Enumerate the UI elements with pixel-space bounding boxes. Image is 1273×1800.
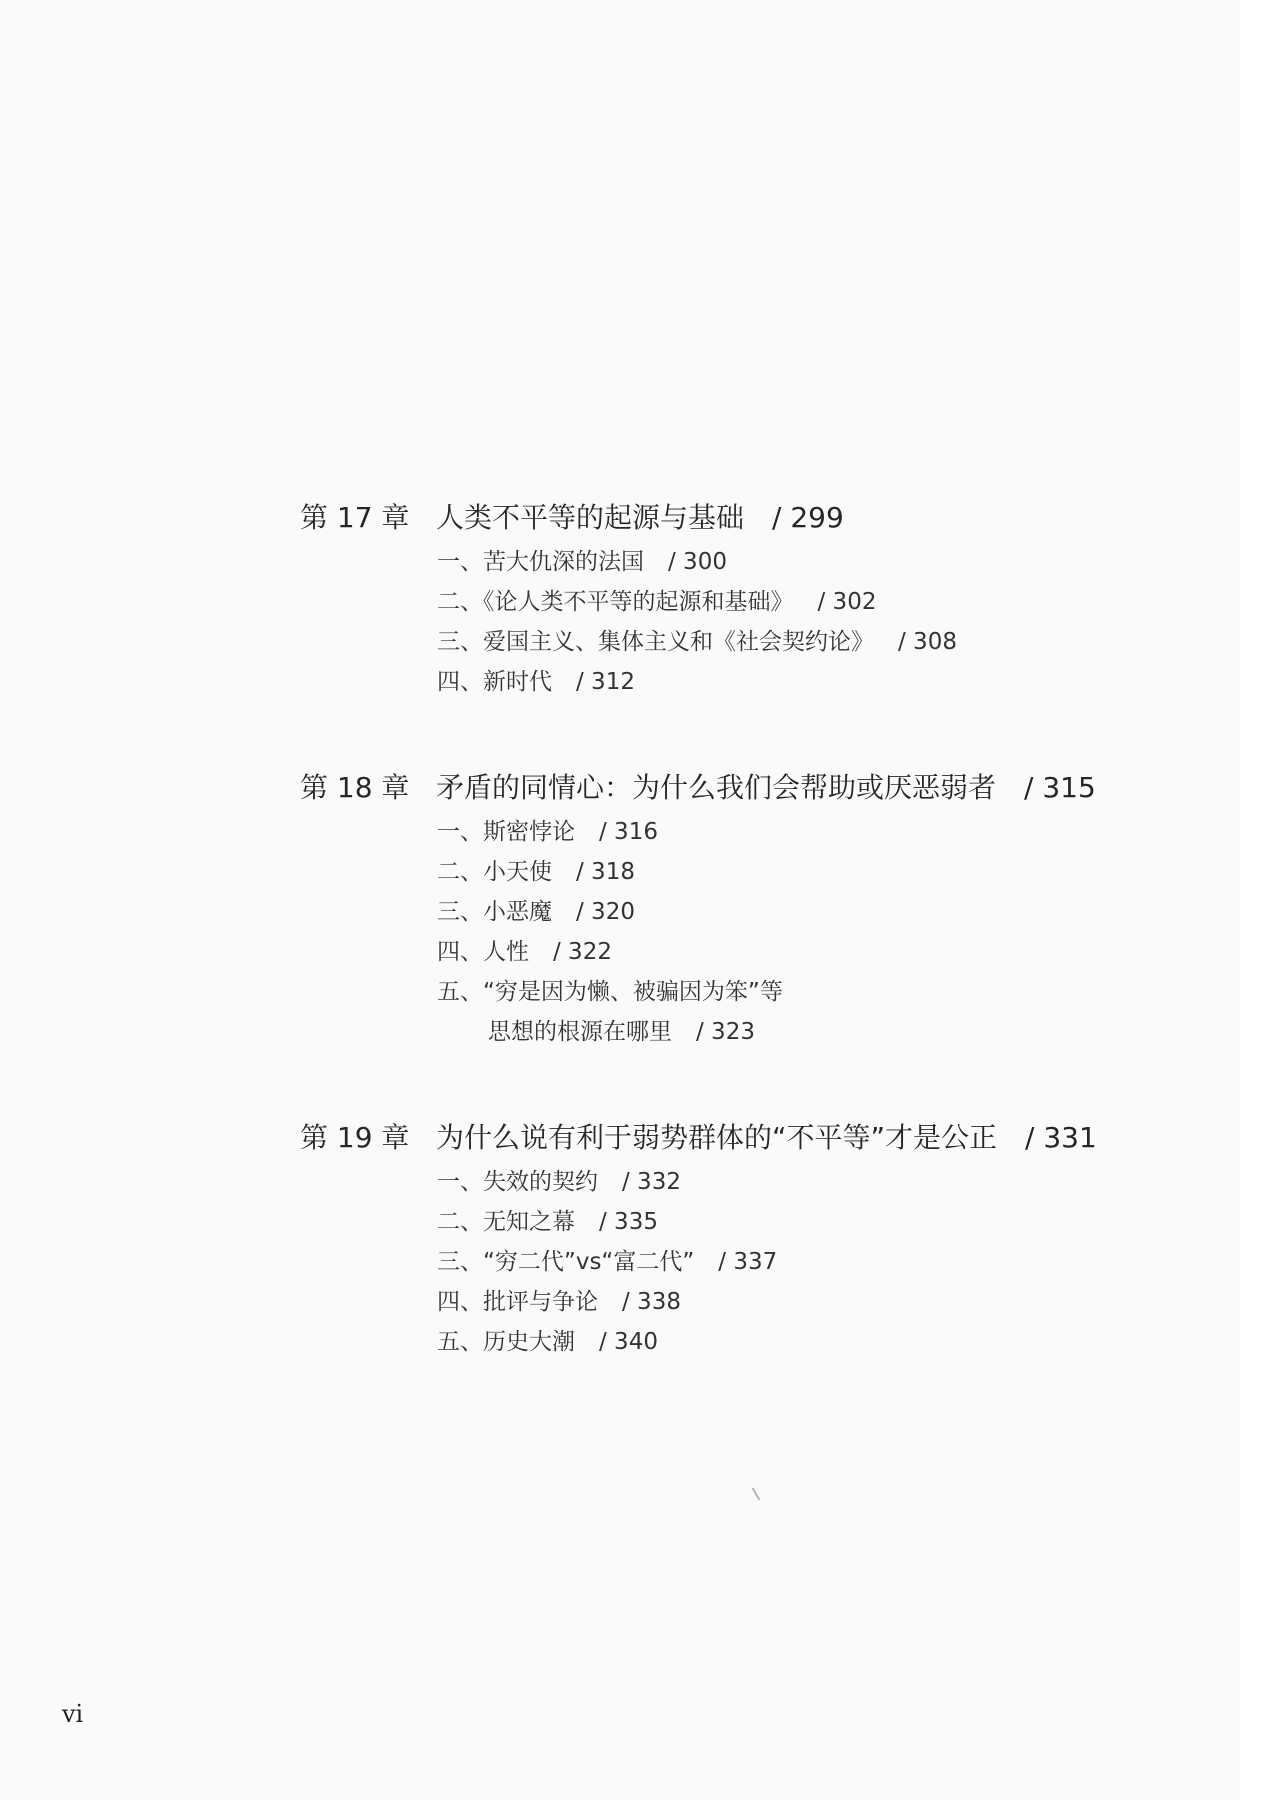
chapter-page-number: / 315 (1024, 771, 1096, 804)
section-title: 一、斯密悖论 (437, 819, 575, 845)
section-page-number: / 338 (622, 1289, 681, 1315)
section-title: 四、新时代 (437, 669, 552, 695)
section-page-number: / 318 (576, 859, 635, 885)
chapter-heading[interactable] (300, 1116, 1200, 1156)
section-entry[interactable] (437, 1202, 1200, 1242)
chapter-17 (300, 496, 1200, 702)
section-page-number: / 322 (553, 939, 612, 965)
section-entry[interactable] (437, 892, 1200, 932)
section-entry[interactable] (437, 542, 1200, 582)
section-title: 三、爱国主义、集体主义和《社会契约论》 (437, 629, 874, 655)
section-page-number: / 335 (599, 1209, 658, 1235)
section-entry[interactable] (437, 1282, 1200, 1322)
section-list (300, 812, 1200, 1052)
section-title: 四、批评与争论 (437, 1289, 598, 1315)
table-of-contents (300, 496, 1200, 1426)
chapter-heading[interactable] (300, 496, 1200, 536)
section-entry[interactable] (437, 932, 1200, 972)
section-entry-continuation[interactable] (437, 1012, 1200, 1052)
section-page-number: / 316 (599, 819, 658, 845)
section-page-number: / 312 (576, 669, 635, 695)
section-page-number: / 337 (718, 1249, 778, 1275)
section-page-number: / 308 (898, 629, 957, 655)
section-entry[interactable] (437, 1322, 1200, 1362)
chapter-number: 第 18 章 (300, 771, 410, 804)
section-title: 五、“穷是因为懒、被骗因为笨”等 (437, 979, 783, 1005)
section-entry[interactable] (437, 1242, 1200, 1282)
section-title: 一、失效的契约 (437, 1169, 598, 1195)
chapter-number: 第 17 章 (300, 501, 410, 534)
section-entry[interactable] (437, 852, 1200, 892)
section-title: 五、历史大潮 (437, 1329, 575, 1355)
chapter-heading[interactable] (300, 766, 1200, 806)
section-title: 三、小恶魔 (437, 899, 552, 925)
section-title: 四、人性 (437, 939, 529, 965)
section-entry[interactable] (437, 1162, 1200, 1202)
section-entry[interactable] (437, 972, 1200, 1012)
section-title: 思想的根源在哪里 (488, 1019, 672, 1045)
section-entry[interactable] (437, 812, 1200, 852)
section-list (300, 542, 1200, 702)
section-page-number: / 302 (817, 589, 877, 615)
section-entry[interactable] (437, 662, 1200, 702)
chapter-title: 为什么说有利于弱势群体的“不平等”才是公正 (436, 1121, 998, 1154)
chapter-title: 人类不平等的起源与基础 (436, 501, 745, 534)
section-page-number: / 320 (576, 899, 635, 925)
section-page-number: / 323 (696, 1019, 755, 1045)
section-title: 二、小天使 (437, 859, 552, 885)
chapter-title: 矛盾的同情心：为什么我们会帮助或厌恶弱者 (436, 771, 997, 804)
scan-speck (752, 1487, 761, 1500)
page-folio: vi (62, 1700, 84, 1728)
section-page-number: / 332 (622, 1169, 681, 1195)
section-entry[interactable] (437, 622, 1200, 662)
section-title: 二、《论人类不平等的起源和基础》 (437, 589, 794, 615)
chapter-19 (300, 1116, 1200, 1362)
chapter-page-number: / 331 (1025, 1121, 1097, 1154)
section-entry[interactable] (437, 582, 1200, 622)
section-title: 三、“穷二代”vs“富二代” (437, 1249, 695, 1275)
section-list (300, 1162, 1200, 1362)
section-page-number: / 340 (599, 1329, 658, 1355)
chapter-number: 第 19 章 (300, 1121, 410, 1154)
chapter-page-number: / 299 (772, 501, 844, 534)
section-title: 一、苦大仇深的法国 (437, 549, 644, 575)
section-title: 二、无知之幕 (437, 1209, 575, 1235)
section-page-number: / 300 (668, 549, 727, 575)
chapter-18 (300, 766, 1200, 1052)
